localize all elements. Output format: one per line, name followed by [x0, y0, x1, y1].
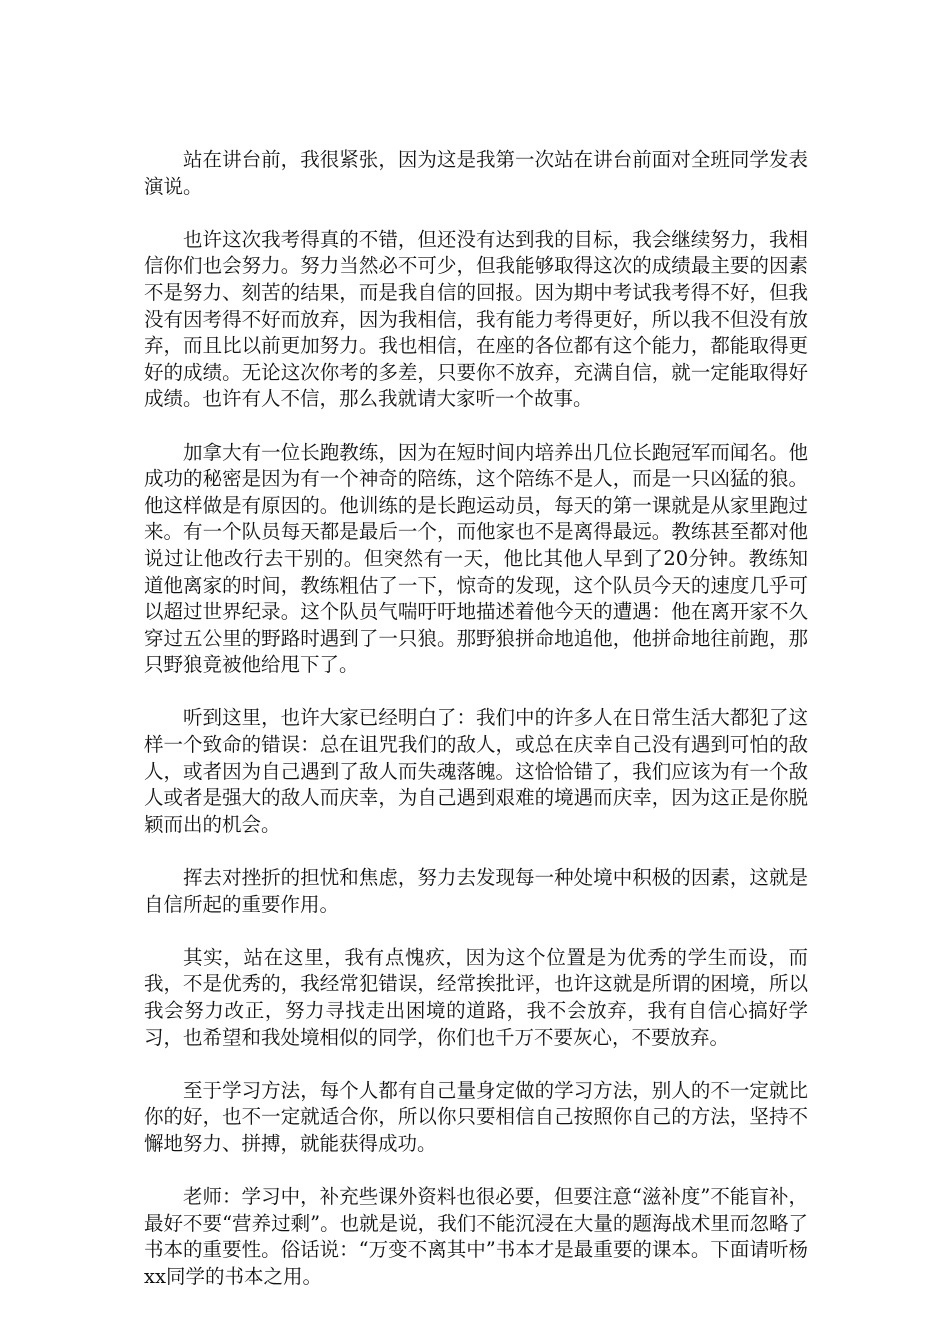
paragraph-enemy-lesson: 听到这里，也许大家已经明白了：我们中的许多人在日常生活大都犯了这样一个致命的错误：总在诅咒我们的敌人，或总在庆幸自己没有遇到可怕的敌人，或者因为自己遇到了敌人而失魂落魄。这恰恰错了，我们应该为有一个敌人或者是强大的敌人而庆幸，为自己遇到艰难的境遇而庆幸，因为这正是你脱颖而出的机会。 [144, 706, 808, 836]
paragraph-study-method: 至于学习方法，每个人都有自己量身定做的学习方法，别人的不一定就比你的好，也不一定就适合你，所以你只要相信自己按照你自己的方法，坚持不懈地努力、拼搏，就能获得成功。 [144, 1078, 808, 1155]
paragraph-confidence-role: 挥去对挫折的担忧和焦虑，努力去发现每一种处境中积极的因素，这就是自信所起的重要作用。 [144, 866, 808, 916]
paragraph-nervous-opening: 站在讲台前，我很紧张，因为这是我第一次站在讲台前面对全班同学发表演说。 [144, 148, 808, 198]
paragraph-wolf-story: 加拿大有一位长跑教练，因为在短时间内培养出几位长跑冠军而闻名。他成功的秘密是因为有一个神奇的陪练，这个陪练不是人，而是一只凶猛的狼。他这样做是有原因的。他训练的是长跑运动员，每天的第一课就是从家里跑过来。有一个队员每天都是最后一个，而他家也不是离得最远。教练甚至都对他说过让他改行去干别的。但突然有一天，他比其他人早到了20分钟。教练知道他离家的时间，教练粗估了一下，惊奇的发现，这个队员今天的速度几乎可以超过世界纪录。这个队员气喘吁吁地描述着他今天的遭遇：他在离开家不久穿过五公里的野路时遇到了一只狼。那野狼拼命地追他，他拼命地往前跑，那只野狼竟被他给甩下了。 [144, 440, 808, 677]
paragraph-teacher-remark: 老师：学习中，补充些课外资料也很必要，但要注意“滋补度”不能盲补，最好不要“营养过剩”。也就是说，我们不能沉浸在大量的题海战术里而忽略了书本的重要性。俗话说：“万变不离其中”书本才是最重要的课本。下面请听杨xx同学的书本之用。 [144, 1185, 808, 1288]
document-body [144, 147, 808, 1317]
paragraph-self-reflection: 其实，站在这里，我有点愧疚，因为这个位置是为优秀的学生而设，而我，不是优秀的，我经常犯错误，经常挨批评，也许这就是所谓的困境，所以我会努力改正，努力寻找走出困境的道路，我不会放弃，我有自信心搞好学习，也希望和我处境相似的同学，你们也千万不要灰心，不要放弃。 [144, 945, 808, 1049]
paragraph-exam-confidence: 也许这次我考得真的不错，但还没有达到我的目标，我会继续努力，我相信你们也会努力。努力当然必不可少，但我能够取得这次的成绩最主要的因素不是努力、刻苦的结果，而是我自信的回报。因为期中考试我考得不好，但我没有因考得不好而放弃，因为我相信，我有能力考得更好，所以我不但没有放弃，而且比以前更加努力。我也相信，在座的各位都有这个能力，都能取得更好的成绩。无论这次你考的多差，只要你不放弃，充满自信，就一定能取得好成绩。也许有人不信，那么我就请大家听一个故事。 [144, 227, 808, 411]
